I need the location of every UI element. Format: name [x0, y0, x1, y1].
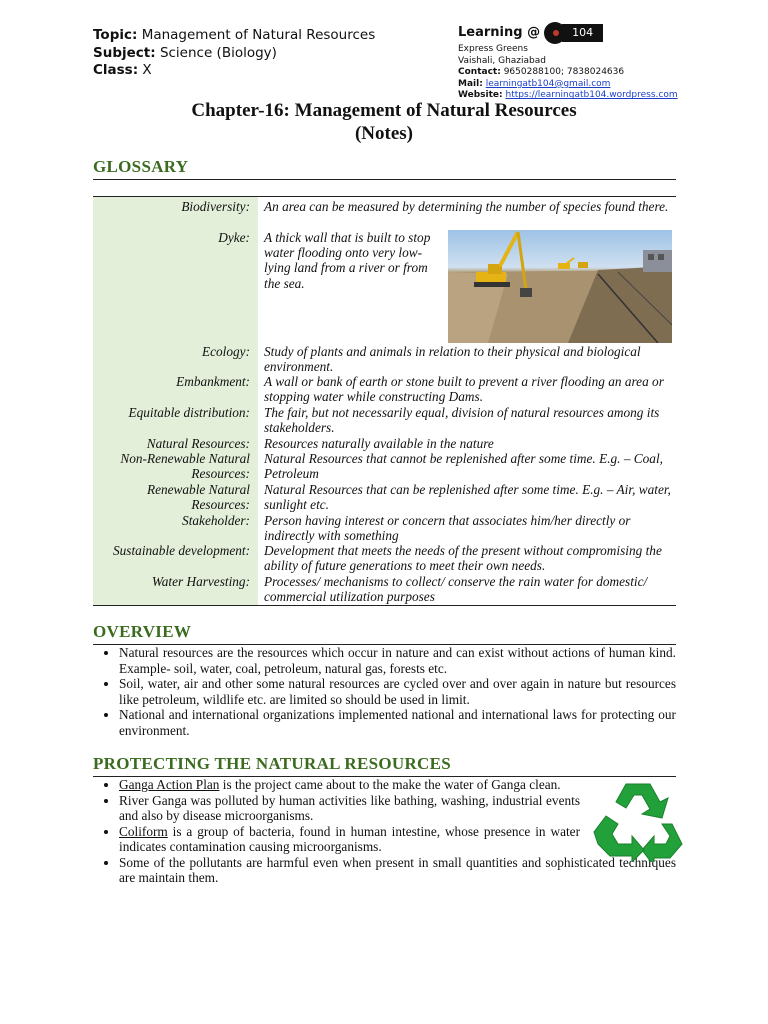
branding-block [458, 22, 698, 102]
dyke-construction-photo [448, 230, 672, 343]
learning-logo [544, 22, 603, 44]
glossary-table: Biodiversity: An area can be measured by determining the number of species found there. Dyke: A thick wall that is built to stop water flooding onto very low-lying land from a river or from the sea. Ecology: Study of plants and animals in relation to their physical and biological environment. Embankment: A wall or bank of earth or stone built to prevent a river flooding an area or stopping water while constructing Dams. Equitable distribution: The fair, but not necessarily equal, division of natural resources among its stakeholders. Natural Resources: Resources naturally available in the nature Non-Renewable Natural Resources: Natural Resources that cannot be replenished after some time. E.g. – Coal, Petroleum Renewable Natural Resources: Natural Resources that can be replenished after some time. E.g. – Air, water, sunlight etc. Stakeholder: Person having interest or concern that associates him/her directly or indirectly with something Sustainable development: Development that meets the needs of the present without compromising the ability of future generations to meet their own needs. Water Harvesting: Processes/ mechanisms to collect/ conserve the rain water for domestic/ commercial utilization purposes [93, 196, 676, 606]
topic-line: Topic: Management of Natural Resources [93, 27, 376, 43]
list-item: • Soil, water, air and other some natural resources are cycled over and over again in nature but resources like petroleum, wildlife etc. are limited so should be used in limit. [119, 676, 676, 707]
address-line1: Express Greens [458, 44, 528, 54]
address-line2: Vaishali, Ghaziabad [458, 55, 546, 66]
list-item: • National and international organizations implemented national and international laws for protecting our environment. [119, 707, 676, 738]
document-meta [93, 27, 375, 80]
glossary-heading: GLOSSARY [93, 157, 676, 180]
page-title: Chapter-16: Management of Natural Resources (Notes) [191, 100, 577, 144]
brand-name: Learning @ [458, 25, 541, 41]
list-item: • Natural resources are the resources which occur in nature and can exist without actions of human kind. Example- soil, water, coal, petroleum, natural gas, forests etc. [119, 645, 676, 676]
brand-line [458, 22, 698, 44]
list-item: • Some of the pollutants are harmful even when present in small quantities and sophisticated techniques are maintain them. [119, 855, 676, 886]
overview-heading: OVERVIEW [93, 622, 676, 645]
list-item: • Coliform is a group of bacteria, found in human intestine, whose presence in water indicates contamination causing microorganisms. [119, 824, 580, 855]
class-line: Class: X [93, 62, 152, 78]
recycle-icon [592, 778, 684, 862]
excavator-scene-icon [448, 230, 672, 343]
list-item: • River Ganga was polluted by human activities like bathing, washing, industrial events and also by disease microorganisms. [119, 793, 580, 824]
mail-line: Mail: learningatb104@gmail.com [458, 78, 611, 89]
contact-line: Contact: 9650288100; 7838024636 [458, 67, 625, 78]
protecting-heading: PROTECTING THE NATURAL RESOURCES [93, 754, 676, 777]
protecting-list [93, 777, 676, 886]
subject-line: Subject: Science (Biology) [93, 44, 277, 61]
brand-number: 104 [562, 24, 603, 42]
mail-link[interactable]: learningatb104@gmail.com [485, 78, 611, 89]
website-line: Website: https://learningatb104.wordpress.com [458, 90, 678, 101]
list-item: • Ganga Action Plan is the project came about to the make the water of Ganga clean. [119, 777, 676, 793]
website-link[interactable]: https://learningatb104.wordpress.com [505, 90, 678, 101]
logo-mark-icon [544, 22, 566, 44]
overview-list [93, 645, 676, 738]
